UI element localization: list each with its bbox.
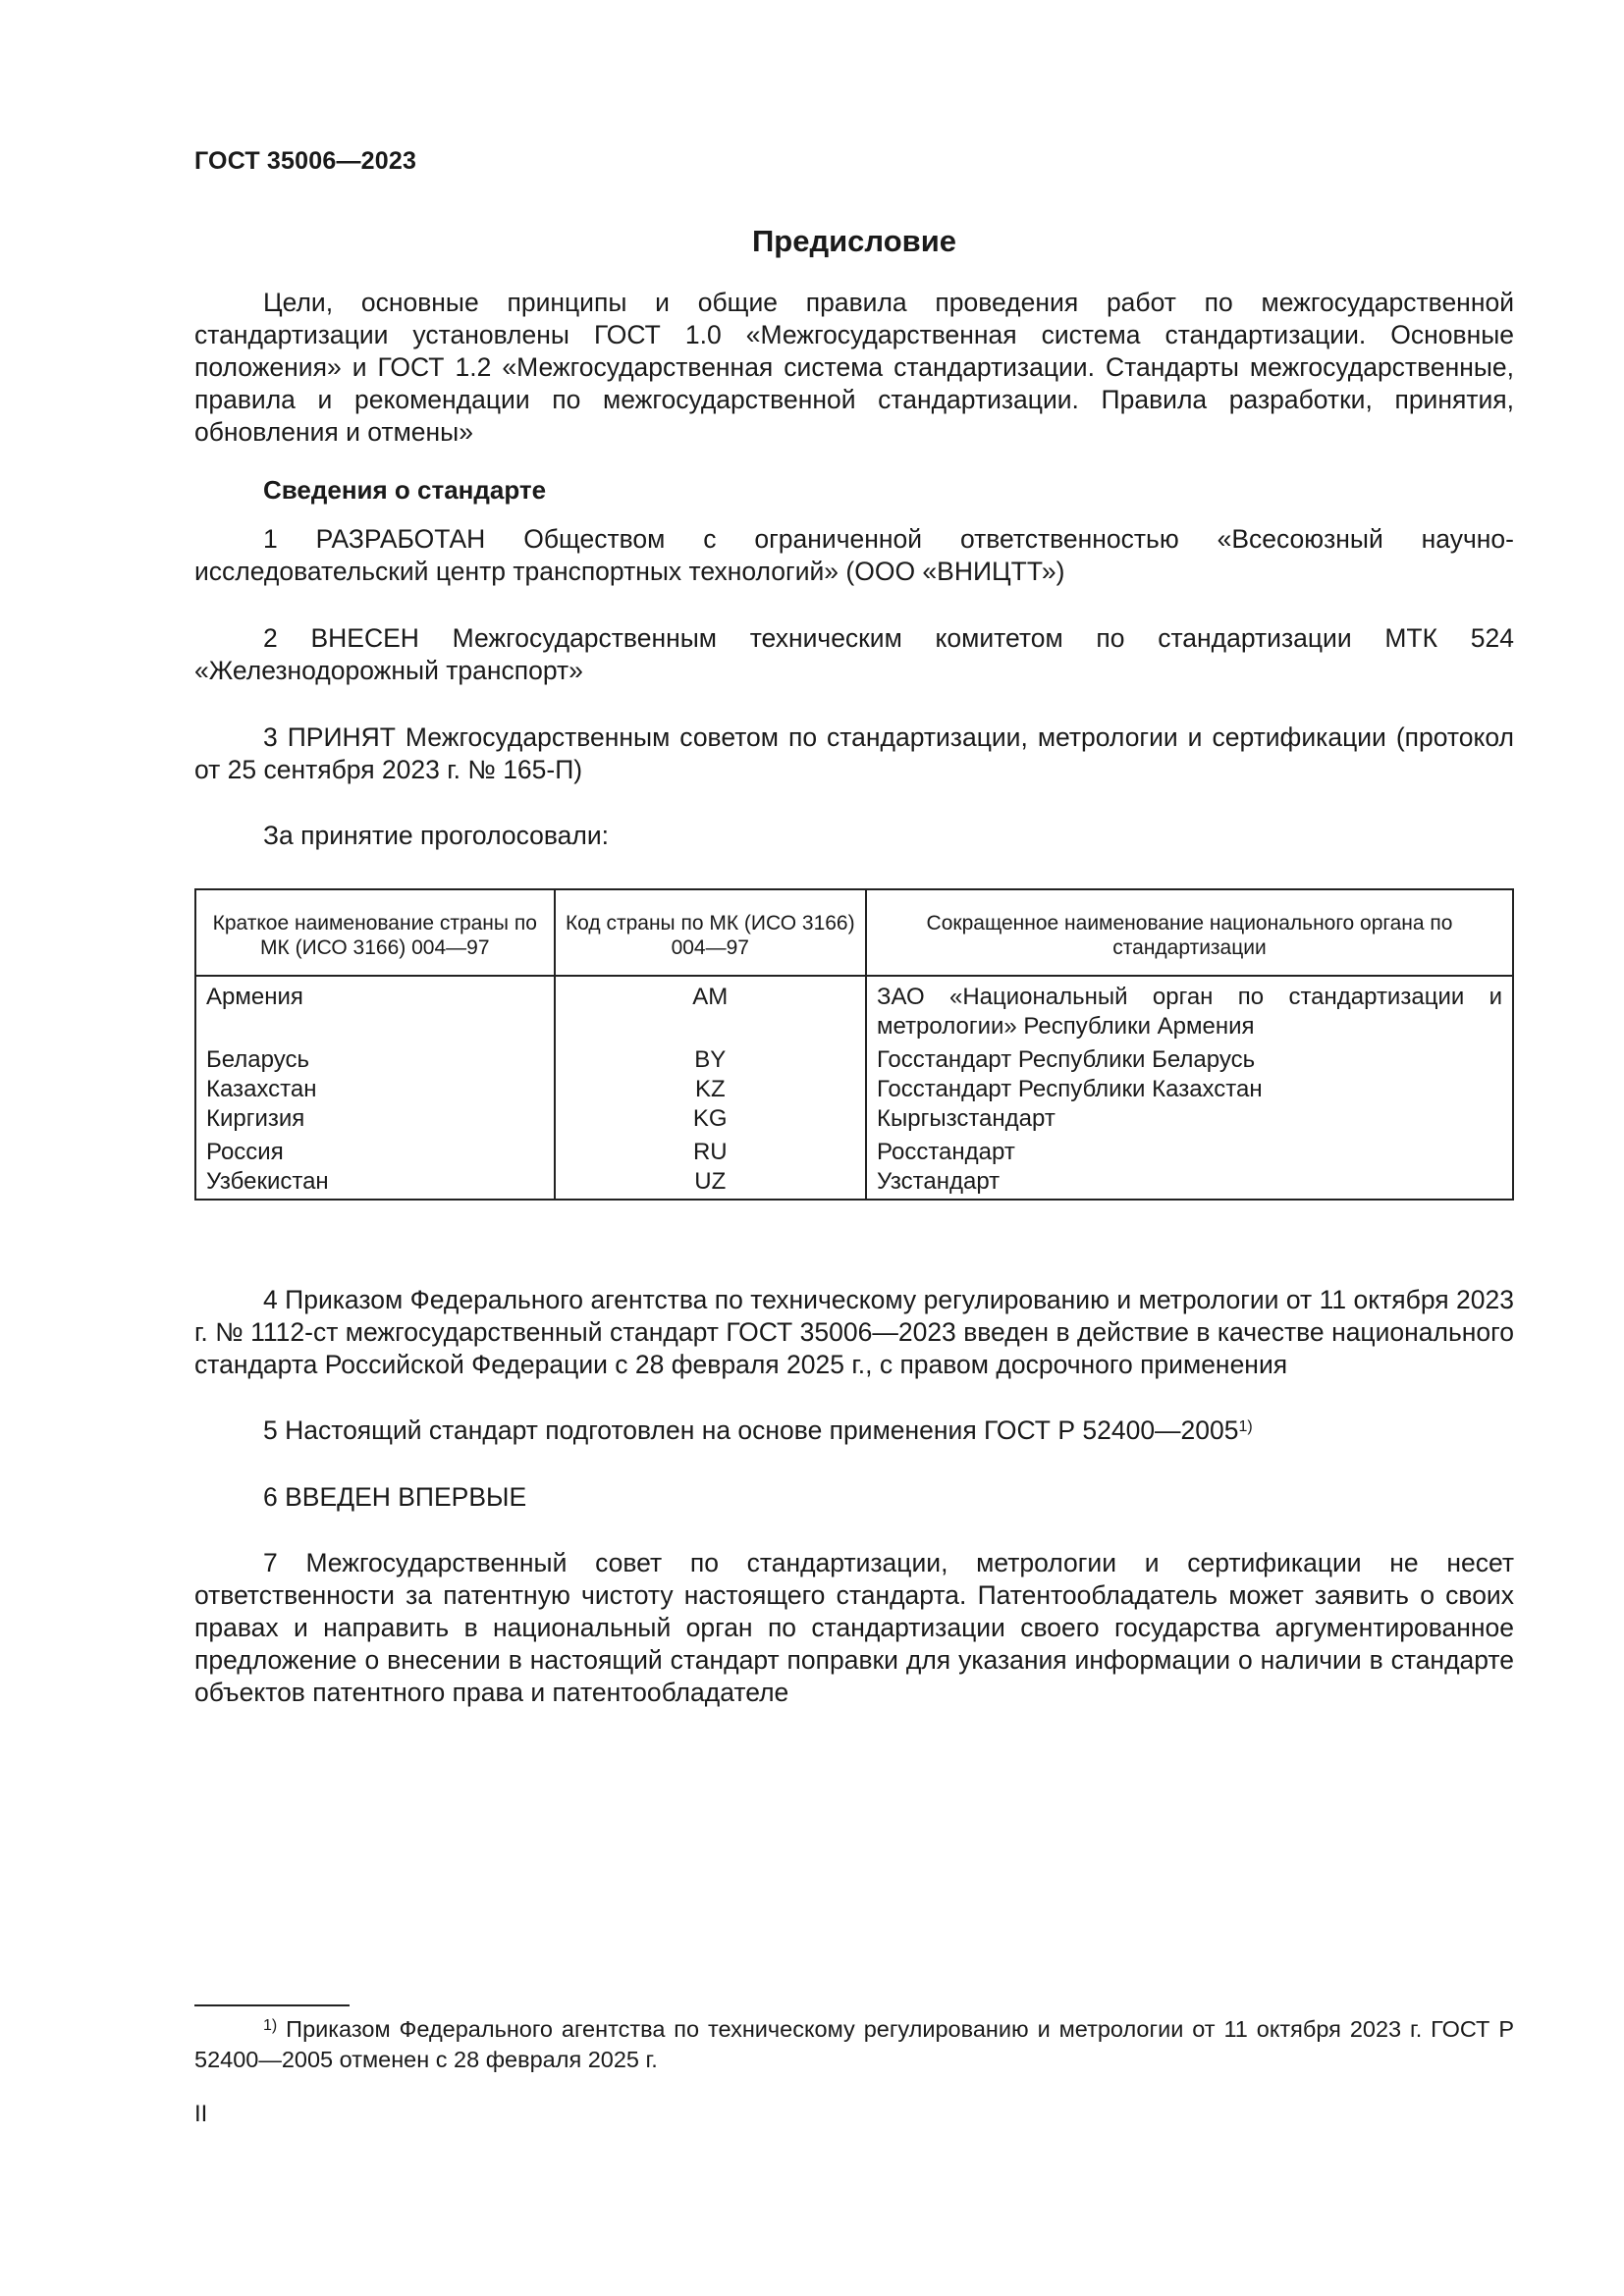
cell-country: Армения bbox=[195, 976, 555, 1041]
footnote-ref: 1) bbox=[1238, 1418, 1253, 1435]
section-title: Предисловие bbox=[751, 224, 956, 258]
cell-code: BY bbox=[555, 1041, 866, 1075]
header-country: Краткое наименование страны по МК (ИСО 3166) 004—97 bbox=[195, 889, 555, 976]
cell-country: Узбекистан bbox=[195, 1167, 555, 1200]
footnote-divider bbox=[194, 2004, 350, 2006]
cell-org: Госстандарт Республики Казахстан bbox=[866, 1075, 1513, 1104]
voting-table bbox=[194, 888, 1514, 1201]
item-5-text: 5 Настоящий стандарт подготовлен на основе применения ГОСТ Р 52400—2005 bbox=[263, 1415, 1239, 1445]
document-id: ГОСТ 35006—2023 bbox=[194, 147, 417, 175]
table-row bbox=[195, 1167, 1513, 1200]
intro-paragraph: Цели, основные принципы и общие правила проведения работ по межгосударственной стандартизации установлены ГОСТ 1.0 «Межгосударственная система стандартизации. Основные положения» и ГОСТ 1.2 «Межгосударственная система стандартизации. Стандарты межгосударственные, правила и рекомендации по межгосударственной стандартизации. Правила разработки, принятия, обновления и отмены» bbox=[194, 288, 1514, 447]
item-3-adopted: 3 ПРИНЯТ Межгосударственным советом по стандартизации, метрологии и сертификации (протокол от 25 сентября 2023 г. № 165-П) bbox=[194, 722, 1514, 784]
cell-code: KZ bbox=[555, 1075, 866, 1104]
standard-info-heading: Сведения о стандарте bbox=[263, 475, 547, 505]
cell-code: UZ bbox=[555, 1167, 866, 1200]
cell-country: Казахстан bbox=[195, 1075, 555, 1104]
page-number: II bbox=[194, 2101, 208, 2127]
cell-country: Россия bbox=[195, 1134, 555, 1167]
cell-org: Госстандарт Республики Беларусь bbox=[866, 1041, 1513, 1075]
table-row bbox=[195, 1041, 1513, 1075]
cell-org: Узстандарт bbox=[866, 1167, 1513, 1200]
header-org: Сокращенное наименование национального органа по стандартизации bbox=[866, 889, 1513, 976]
footnote-text: Приказом Федерального агентства по техническому регулированию и метрологии от 11 октября 2023 г. ГОСТ Р 52400—2005 отменен с 28 февраля 2025 г. bbox=[194, 2016, 1515, 2072]
item-2-submitted: 2 ВНЕСЕН Межгосударственным техническим комитетом по стандартизации МТК 524 «Железнодорожный транспорт» bbox=[194, 623, 1514, 685]
table-row bbox=[195, 1134, 1513, 1167]
document-page bbox=[194, 0, 1514, 2296]
item-6-introduced: 6 ВВЕДЕН ВПЕРВЫЕ bbox=[263, 1482, 527, 1512]
footnote bbox=[194, 2014, 1514, 2075]
cell-org: Росстандарт bbox=[866, 1134, 1513, 1167]
cell-code: KG bbox=[555, 1104, 866, 1134]
votes-label: За принятие проголосовали: bbox=[263, 821, 610, 850]
table-header-row bbox=[195, 889, 1513, 976]
table-row bbox=[195, 976, 1513, 1041]
item-5-basis bbox=[194, 1415, 1514, 1447]
cell-code: RU bbox=[555, 1134, 866, 1167]
cell-code: AM bbox=[555, 976, 866, 1041]
item-1-developed: 1 РАЗРАБОТАН Обществом с ограниченной ответственностью «Всесоюзный научно-исследовательский центр транспортных технологий» (ООО «ВНИЦТТ») bbox=[194, 524, 1514, 586]
cell-country: Беларусь bbox=[195, 1041, 555, 1075]
voting-table-container bbox=[194, 888, 1514, 1201]
cell-org: Кыргызстандарт bbox=[866, 1104, 1513, 1134]
item-4-enactment: 4 Приказом Федерального агентства по техническому регулированию и метрологии от 11 октября 2023 г. № 1112-ст межгосударственный стандарт ГОСТ 35006—2023 введен в действие в качестве национального стандарта Российской Федерации с 28 февраля 2025 г., с правом досрочного применения bbox=[194, 1285, 1514, 1379]
header-code: Код страны по МК (ИСО 3166) 004—97 bbox=[555, 889, 866, 976]
cell-country: Киргизия bbox=[195, 1104, 555, 1134]
item-7-patent: 7 Межгосударственный совет по стандартизации, метрологии и сертификации не несет ответственности за патентную чистоту настоящего стандарта. Патентообладатель может заявить о своих правах и направить в национальный орган по стандартизации своего государства аргументированное предложение о внесении в настоящий стандарт поправки для указания информации о наличии в стандарте объектов патентного права и патентообладателе bbox=[194, 1548, 1514, 1707]
table-row bbox=[195, 1104, 1513, 1134]
cell-org: ЗАО «Национальный орган по стандартизации и метрологии» Республики Армения bbox=[866, 976, 1513, 1041]
footnote-marker: 1) bbox=[263, 2017, 278, 2034]
table-row bbox=[195, 1075, 1513, 1104]
